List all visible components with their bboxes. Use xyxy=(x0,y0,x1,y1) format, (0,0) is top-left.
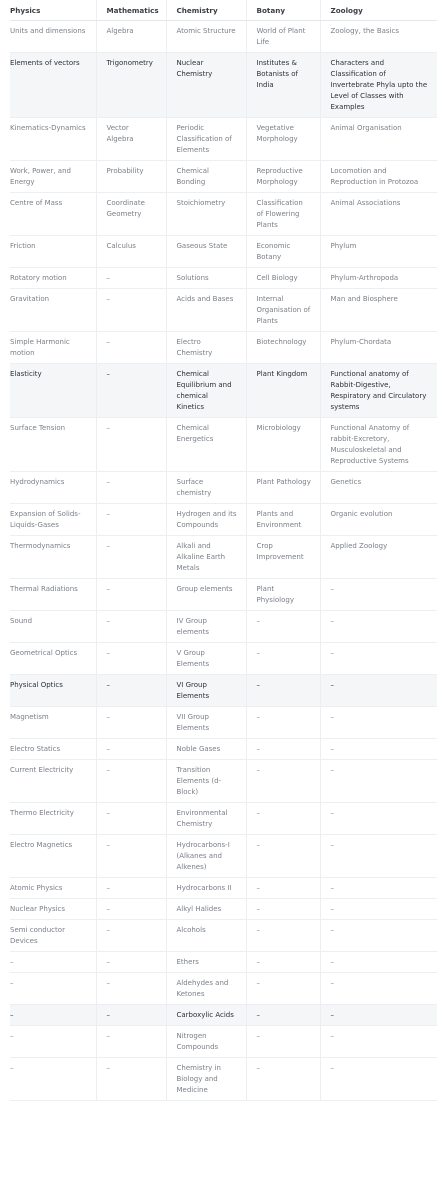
chemistry-cell: Environmental Chemistry xyxy=(166,803,246,835)
chemistry-cell: Noble Gases xyxy=(166,739,246,760)
zoology-cell: Phylum xyxy=(320,236,437,268)
table-row xyxy=(10,611,437,643)
mathematics-cell: – xyxy=(96,739,166,760)
zoology-cell: – xyxy=(320,760,437,803)
header-chemistry: Chemistry xyxy=(166,0,246,21)
mathematics-cell: – xyxy=(96,803,166,835)
mathematics-cell: – xyxy=(96,920,166,952)
table-row xyxy=(10,236,437,268)
chemistry-cell: Ethers xyxy=(166,952,246,973)
physics-cell: – xyxy=(10,1005,96,1026)
mathematics-cell: – xyxy=(96,1058,166,1101)
table-row xyxy=(10,504,437,536)
table-row xyxy=(10,364,437,418)
mathematics-cell: – xyxy=(96,878,166,899)
chemistry-cell: Stoichiometry xyxy=(166,193,246,236)
botany-cell: – xyxy=(246,952,320,973)
botany-cell: Plant Physiology xyxy=(246,579,320,611)
table-row xyxy=(10,536,437,579)
chemistry-cell: V Group Elements xyxy=(166,643,246,675)
zoology-cell: Phylum-Chordata xyxy=(320,332,437,364)
botany-cell: Plants and Environment xyxy=(246,504,320,536)
chemistry-cell: Electro Chemistry xyxy=(166,332,246,364)
zoology-cell: Man and Biosphere xyxy=(320,289,437,332)
botany-cell: – xyxy=(246,1005,320,1026)
botany-cell: – xyxy=(246,1058,320,1101)
physics-cell: Electro Statics xyxy=(10,739,96,760)
chemistry-cell: Nuclear Chemistry xyxy=(166,53,246,118)
botany-cell: – xyxy=(246,675,320,707)
zoology-cell: – xyxy=(320,1058,437,1101)
table-row xyxy=(10,707,437,739)
physics-cell: Electro Magnetics xyxy=(10,835,96,878)
mathematics-cell: – xyxy=(96,1026,166,1058)
botany-cell: Institutes & Botanists of India xyxy=(246,53,320,118)
physics-cell: Sound xyxy=(10,611,96,643)
mathematics-cell: Probability xyxy=(96,161,166,193)
table-row xyxy=(10,1026,437,1058)
physics-cell: Atomic Physics xyxy=(10,878,96,899)
mathematics-cell: – xyxy=(96,504,166,536)
mathematics-cell: – xyxy=(96,675,166,707)
botany-cell: World of Plant Life xyxy=(246,21,320,53)
physics-cell: Thermo Electricity xyxy=(10,803,96,835)
table-row xyxy=(10,835,437,878)
mathematics-cell: – xyxy=(96,289,166,332)
syllabus-table xyxy=(10,0,437,1101)
zoology-cell: – xyxy=(320,973,437,1005)
table-row xyxy=(10,418,437,472)
table-row xyxy=(10,1005,437,1026)
botany-cell: Reproductive Morphology xyxy=(246,161,320,193)
zoology-cell: Applied Zoology xyxy=(320,536,437,579)
chemistry-cell: IV Group elements xyxy=(166,611,246,643)
botany-cell: – xyxy=(246,760,320,803)
botany-cell: – xyxy=(246,707,320,739)
chemistry-cell: Chemical Energetics xyxy=(166,418,246,472)
botany-cell: – xyxy=(246,878,320,899)
mathematics-cell: – xyxy=(96,1005,166,1026)
header-botany: Botany xyxy=(246,0,320,21)
botany-cell: Cell Biology xyxy=(246,268,320,289)
chemistry-cell: Solutions xyxy=(166,268,246,289)
table-row xyxy=(10,289,437,332)
mathematics-cell: – xyxy=(96,611,166,643)
chemistry-cell: Hydrocarbons II xyxy=(166,878,246,899)
zoology-cell: – xyxy=(320,952,437,973)
chemistry-cell: Group elements xyxy=(166,579,246,611)
chemistry-cell: Nitrogen Compounds xyxy=(166,1026,246,1058)
mathematics-cell: – xyxy=(96,332,166,364)
mathematics-cell: – xyxy=(96,952,166,973)
chemistry-cell: Atomic Structure xyxy=(166,21,246,53)
mathematics-cell: Vector Algebra xyxy=(96,118,166,161)
chemistry-cell: Alcohols xyxy=(166,920,246,952)
physics-cell: Current Electricity xyxy=(10,760,96,803)
table-row xyxy=(10,973,437,1005)
header-row xyxy=(10,0,437,21)
chemistry-cell: Alkali and Alkaline Earth Metals xyxy=(166,536,246,579)
chemistry-cell: Surface chemistry xyxy=(166,472,246,504)
table-row xyxy=(10,899,437,920)
zoology-cell: Functional anatomy of Rabbit-Digestive, Respiratory and Circulatory systems xyxy=(320,364,437,418)
table-row xyxy=(10,675,437,707)
physics-cell: Units and dimensions xyxy=(10,21,96,53)
table-row xyxy=(10,579,437,611)
physics-cell: Friction xyxy=(10,236,96,268)
physics-cell: Elasticity xyxy=(10,364,96,418)
physics-cell: Surface Tension xyxy=(10,418,96,472)
zoology-cell: – xyxy=(320,803,437,835)
mathematics-cell: – xyxy=(96,643,166,675)
chemistry-cell: Chemical Equilibrium and chemical Kinetics xyxy=(166,364,246,418)
table-row xyxy=(10,1058,437,1101)
chemistry-cell: Periodic Classification of Elements xyxy=(166,118,246,161)
physics-cell: Magnetism xyxy=(10,707,96,739)
chemistry-cell: Acids and Bases xyxy=(166,289,246,332)
physics-cell: – xyxy=(10,973,96,1005)
table-row xyxy=(10,878,437,899)
zoology-cell: – xyxy=(320,611,437,643)
botany-cell: Plant Pathology xyxy=(246,472,320,504)
zoology-cell: – xyxy=(320,579,437,611)
table-row xyxy=(10,21,437,53)
table-row xyxy=(10,803,437,835)
mathematics-cell: Coordinate Geometry xyxy=(96,193,166,236)
zoology-cell: Organic evolution xyxy=(320,504,437,536)
table-row xyxy=(10,118,437,161)
physics-cell: Kinematics-Dynamics xyxy=(10,118,96,161)
chemistry-cell: Hydrogen and its Compounds xyxy=(166,504,246,536)
physics-cell: Gravitation xyxy=(10,289,96,332)
zoology-cell: – xyxy=(320,707,437,739)
chemistry-cell: Chemistry in Biology and Medicine xyxy=(166,1058,246,1101)
chemistry-cell: Transition Elements (d-Block) xyxy=(166,760,246,803)
zoology-cell: – xyxy=(320,643,437,675)
botany-cell: – xyxy=(246,899,320,920)
physics-cell: Rotatory motion xyxy=(10,268,96,289)
table-row xyxy=(10,920,437,952)
botany-cell: – xyxy=(246,835,320,878)
physics-cell: Semi conductor Devices xyxy=(10,920,96,952)
zoology-cell: – xyxy=(320,1005,437,1026)
chemistry-cell: Aldehydes and Ketones xyxy=(166,973,246,1005)
header-mathematics: Mathematics xyxy=(96,0,166,21)
table-row xyxy=(10,161,437,193)
botany-cell: Crop Improvement xyxy=(246,536,320,579)
mathematics-cell: – xyxy=(96,835,166,878)
chemistry-cell: VI Group Elements xyxy=(166,675,246,707)
chemistry-cell: Hydrocarbons-I (Alkanes and Alkenes) xyxy=(166,835,246,878)
zoology-cell: – xyxy=(320,675,437,707)
zoology-cell: Characters and Classification of Invertebrate Phyla upto the Level of Classes with Examples xyxy=(320,53,437,118)
mathematics-cell: Calculus xyxy=(96,236,166,268)
botany-cell: Microbiology xyxy=(246,418,320,472)
mathematics-cell: – xyxy=(96,760,166,803)
zoology-cell: Animal Organisation xyxy=(320,118,437,161)
botany-cell: – xyxy=(246,920,320,952)
botany-cell: – xyxy=(246,739,320,760)
physics-cell: Work, Power, and Energy xyxy=(10,161,96,193)
physics-cell: Geometrical Optics xyxy=(10,643,96,675)
zoology-cell: Locomotion and Reproduction in Protozoa xyxy=(320,161,437,193)
physics-cell: Thermodynamics xyxy=(10,536,96,579)
botany-cell: Vegetative Morphology xyxy=(246,118,320,161)
botany-cell: Biotechnology xyxy=(246,332,320,364)
header-zoology: Zoology xyxy=(320,0,437,21)
chemistry-cell: Carboxylic Acids xyxy=(166,1005,246,1026)
zoology-cell: – xyxy=(320,878,437,899)
botany-cell: – xyxy=(246,611,320,643)
table-row xyxy=(10,332,437,364)
table-row xyxy=(10,268,437,289)
table-row xyxy=(10,760,437,803)
zoology-cell: – xyxy=(320,1026,437,1058)
botany-cell: Internal Organisation of Plants xyxy=(246,289,320,332)
physics-cell: Hydrodynamics xyxy=(10,472,96,504)
mathematics-cell: – xyxy=(96,899,166,920)
header-physics: Physics xyxy=(10,0,96,21)
table-row xyxy=(10,472,437,504)
mathematics-cell: – xyxy=(96,268,166,289)
botany-cell: – xyxy=(246,1026,320,1058)
zoology-cell: Functional Anatomy of rabbit-Excretory, Musculoskeletal and Reproductive Systems xyxy=(320,418,437,472)
physics-cell: – xyxy=(10,952,96,973)
mathematics-cell: – xyxy=(96,536,166,579)
table-row xyxy=(10,193,437,236)
physics-cell: – xyxy=(10,1058,96,1101)
mathematics-cell: – xyxy=(96,364,166,418)
syllabus-table-container xyxy=(10,0,437,1101)
mathematics-cell: – xyxy=(96,579,166,611)
zoology-cell: Genetics xyxy=(320,472,437,504)
zoology-cell: – xyxy=(320,920,437,952)
botany-cell: Classification of Flowering Plants xyxy=(246,193,320,236)
table-body xyxy=(10,21,437,1101)
table-row xyxy=(10,643,437,675)
table-row xyxy=(10,53,437,118)
zoology-cell: – xyxy=(320,835,437,878)
zoology-cell: – xyxy=(320,899,437,920)
physics-cell: Elements of vectors xyxy=(10,53,96,118)
chemistry-cell: Alkyl Halides xyxy=(166,899,246,920)
table-header xyxy=(10,0,437,21)
mathematics-cell: – xyxy=(96,973,166,1005)
chemistry-cell: Chemical Bonding xyxy=(166,161,246,193)
mathematics-cell: – xyxy=(96,418,166,472)
physics-cell: – xyxy=(10,1026,96,1058)
mathematics-cell: Trigonometry xyxy=(96,53,166,118)
mathematics-cell: – xyxy=(96,472,166,504)
zoology-cell: Phylum-Arthropoda xyxy=(320,268,437,289)
zoology-cell: Zoology, the Basics xyxy=(320,21,437,53)
botany-cell: Plant Kingdom xyxy=(246,364,320,418)
botany-cell: – xyxy=(246,973,320,1005)
mathematics-cell: – xyxy=(96,707,166,739)
zoology-cell: Animal Associations xyxy=(320,193,437,236)
physics-cell: Expansion of Solids- Liquids-Gases xyxy=(10,504,96,536)
botany-cell: – xyxy=(246,803,320,835)
physics-cell: Nuclear Physics xyxy=(10,899,96,920)
table-row xyxy=(10,739,437,760)
botany-cell: – xyxy=(246,643,320,675)
physics-cell: Centre of Mass xyxy=(10,193,96,236)
physics-cell: Thermal Radiations xyxy=(10,579,96,611)
chemistry-cell: Gaseous State xyxy=(166,236,246,268)
mathematics-cell: Algebra xyxy=(96,21,166,53)
physics-cell: Simple Harmonic motion xyxy=(10,332,96,364)
table-row xyxy=(10,952,437,973)
chemistry-cell: VII Group Elements xyxy=(166,707,246,739)
physics-cell: Physical Optics xyxy=(10,675,96,707)
botany-cell: Economic Botany xyxy=(246,236,320,268)
zoology-cell: – xyxy=(320,739,437,760)
